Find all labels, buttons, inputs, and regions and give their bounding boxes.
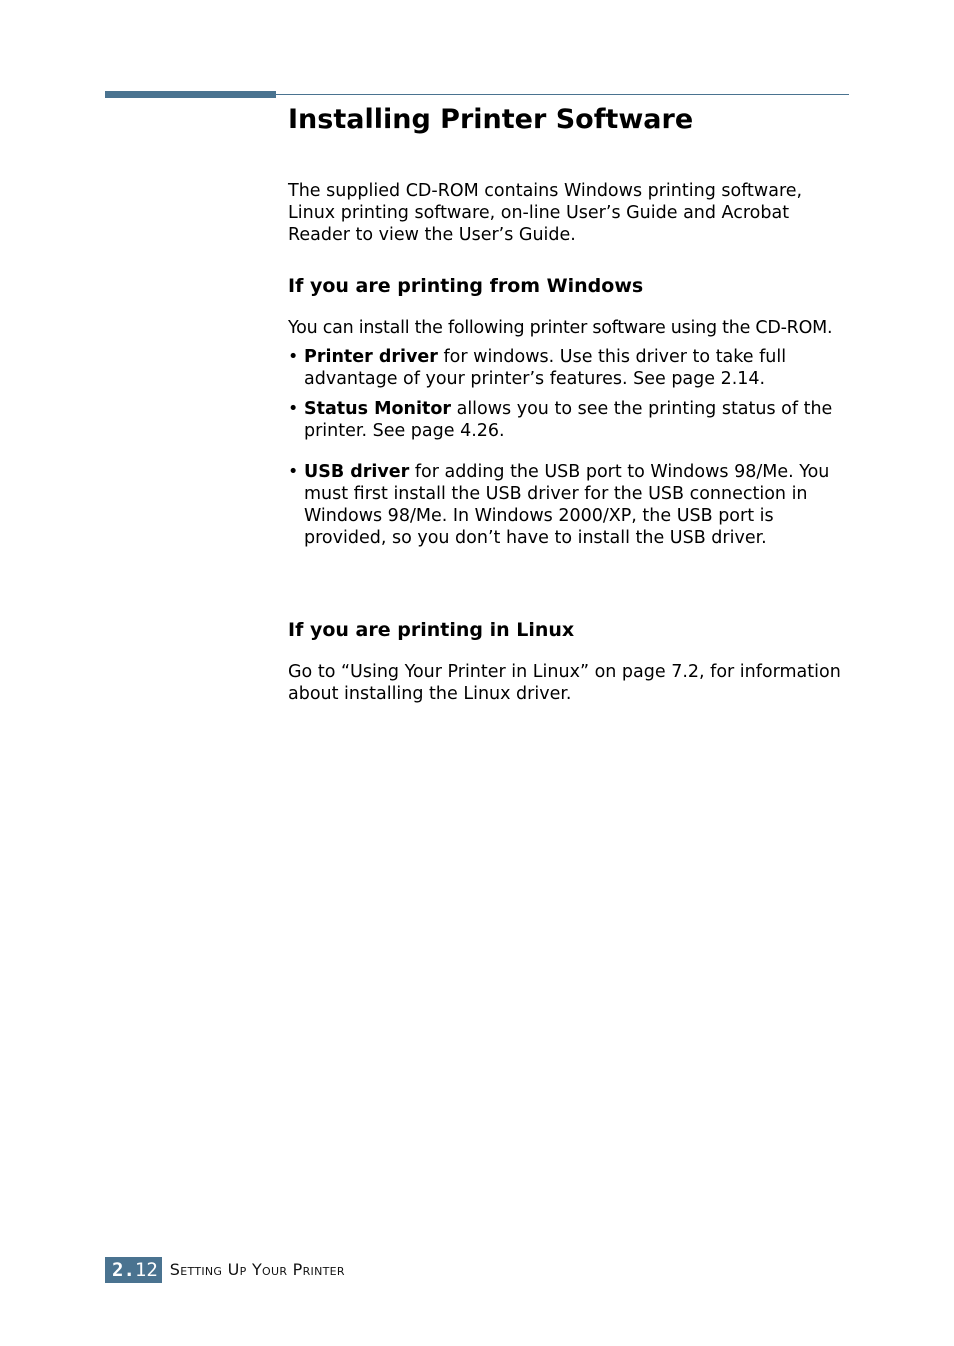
list-item-term: USB driver <box>304 462 410 482</box>
page-number-badge <box>105 1257 162 1283</box>
page-title: Installing Printer Software <box>288 104 694 135</box>
windows-heading: If you are printing from Windows <box>288 275 644 297</box>
page-number: 12 <box>134 1259 158 1281</box>
list-item-text: for adding the USB port to Windows 98/Me. You must first install the USB driver for the USB connection in Windows 98/Me. In Windows 2000/XP, the USB port is provided, so you don’t have to install the USB driver. <box>304 462 830 548</box>
list-item-term: Status Monitor <box>304 399 452 419</box>
list-item-text: allows you to see the printing status of the printer. See page 4.26. <box>304 399 833 441</box>
chapter-title: Setting Up Your Printer <box>169 1260 345 1279</box>
windows-lead: You can install the following printer software using the CD-ROM. <box>288 318 833 338</box>
list-item-usb-driver <box>288 461 848 549</box>
list-item-printer-driver <box>288 346 848 390</box>
bullet-icon: • <box>288 462 299 482</box>
linux-heading: If you are printing in Linux <box>288 619 575 641</box>
list-item-term: Printer driver <box>304 347 438 367</box>
bullet-icon: • <box>288 347 299 367</box>
list-item-status-monitor <box>288 398 848 442</box>
chapter-number: 2. <box>112 1259 135 1281</box>
bullet-icon: • <box>288 399 299 419</box>
list-item-text: for windows. Use this driver to take full advantage of your printer’s features. See page 2.14. <box>304 347 787 389</box>
intro-paragraph: The supplied CD-ROM contains Windows printing software, Linux printing software, on-line User’s Guide and Acrobat Reader to view the User’s Guide. <box>288 181 803 245</box>
header-rule-accent <box>105 91 276 98</box>
page-footer <box>105 1257 345 1283</box>
header-rule-line <box>276 94 849 95</box>
linux-paragraph: Go to “Using Your Printer in Linux” on page 7.2, for information about installing the Linux driver. <box>288 662 841 704</box>
